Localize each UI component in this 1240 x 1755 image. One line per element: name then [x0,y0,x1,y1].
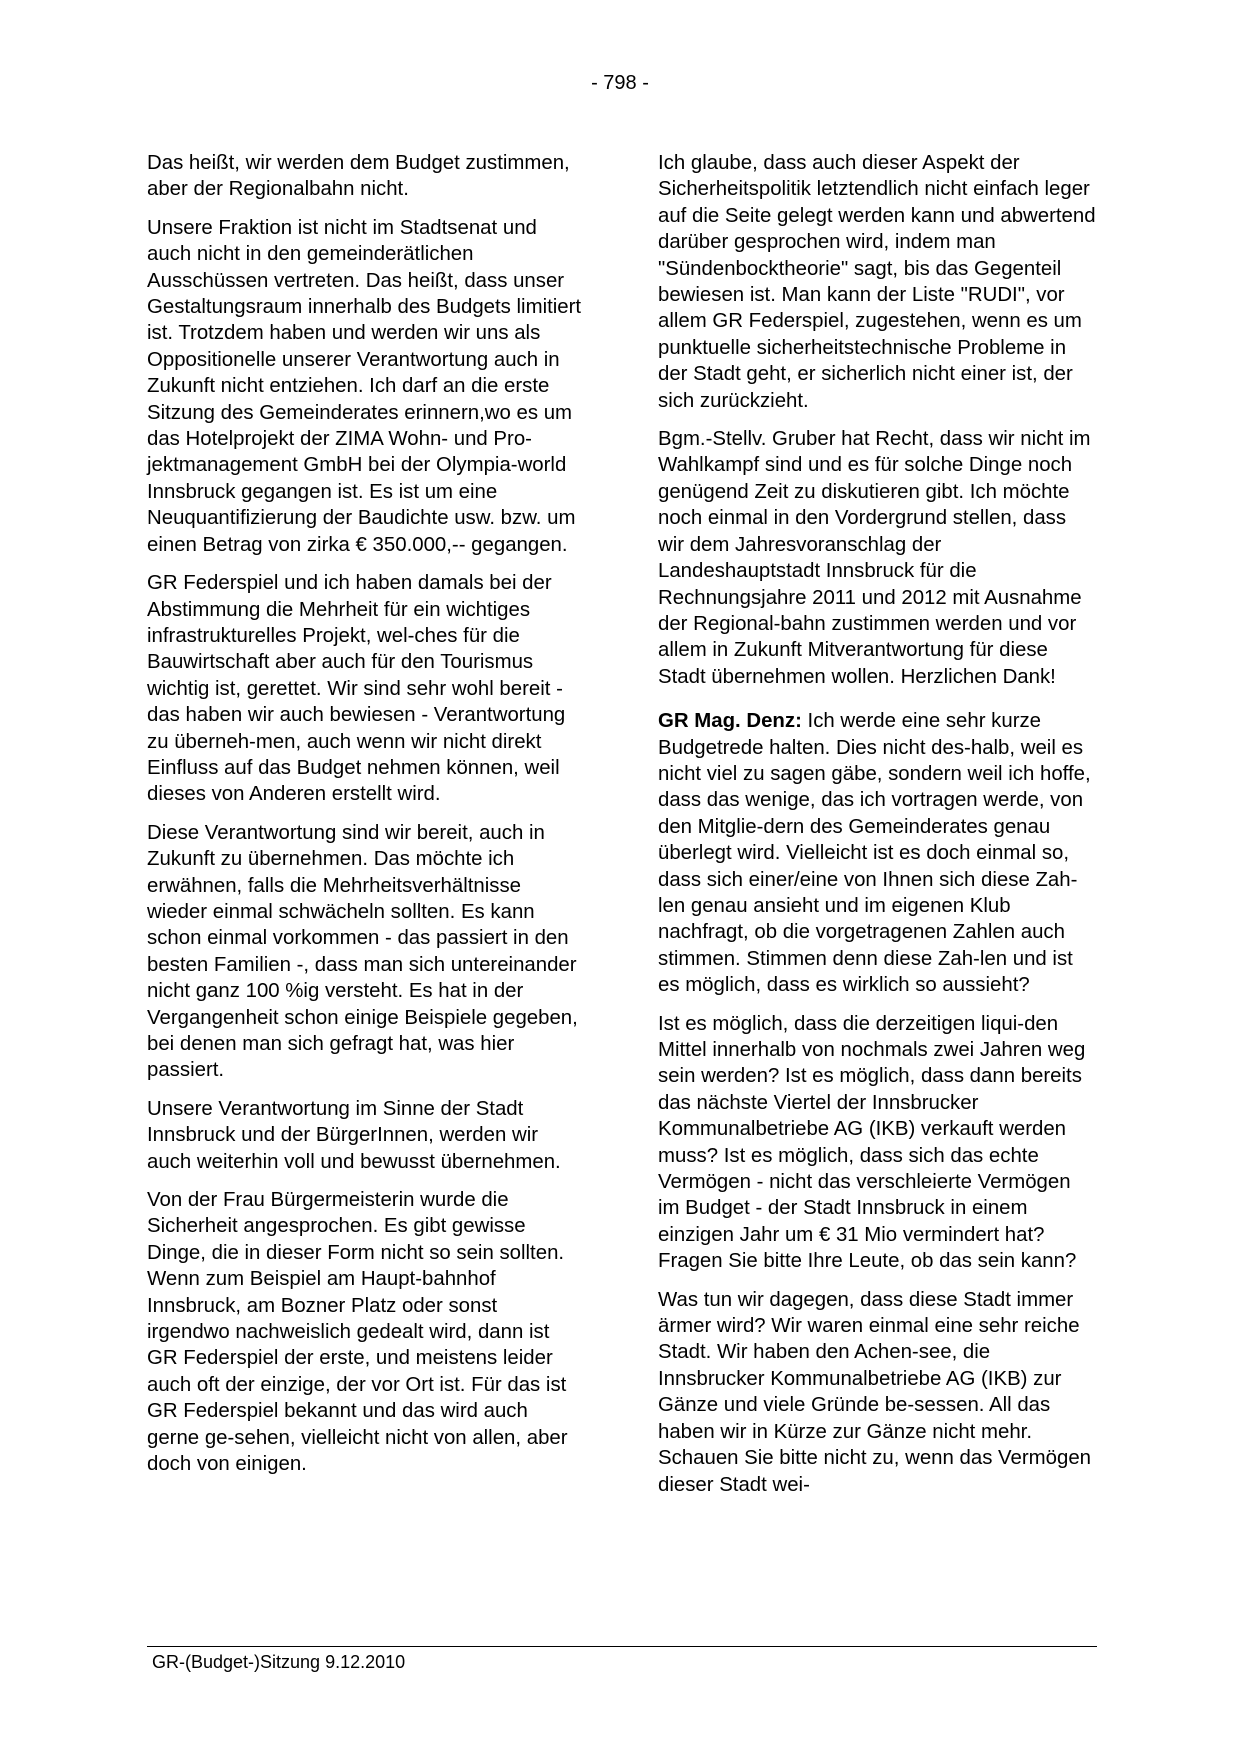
speaker-name: GR Mag. Denz: [658,710,802,733]
paragraph: Was tun wir dagegen, dass diese Stadt immer ärmer wird? Wir waren einmal eine sehr reiche Stadt. Wir haben den Achen-see, die Innsbrucker Kommunalbetriebe AG (IKB) zur Gänze und viele Gründe be-sessen. All das haben wir in Kürze zur Gänze nicht mehr. Schauen Sie bitte nicht zu, wenn das Vermögen dieser Stadt wei- [658,1288,1092,1496]
paragraph: Diese Verantwortung sind wir bereit, auch in Zukunft zu übernehmen. Das möchte ich erwähnen, falls die Mehrheitsverhältnisse wieder einmal schwächeln sollten. Es kann schon einmal vorkommen - das passiert in den besten Familien -, dass man sich untereinander nicht ganz 100 %ig versteht. Es hat in der Vergangenheit schon einige Beispiele gegeben, bei denen man sich gefragt hat, was hier passiert. [147,821,578,1082]
page-number: - 798 - [591,72,649,94]
footer-divider [147,1646,1097,1647]
paragraph: Unsere Fraktion ist nicht im Stadtsenat und auch nicht in den gemeinderätlichen Ausschüssen vertreten. Das heißt, dass unser Gestaltungsraum innerhalb des Budgets limitiert ist. Trotzdem haben und werden wir uns als Oppositionelle unserer Verantwortung auch in Zukunft nicht entziehen. Ich darf an die erste Sitzung des Gemeinderates erinnern,wo es um das Hotelprojekt der ZIMA Wohn- und Pro-jektmanagement GmbH bei der Olympia-world Innsbruck gegangen ist. Es ist um eine Neuquantifizierung der Baudichte usw. bzw. um einen Betrag von zirka € 350.000,-- gegangen. [147,216,582,556]
right-column [658,150,1096,1510]
paragraph: Das heißt, wir werden dem Budget zustimmen, aber der Regionalbahn nicht. [147,152,570,201]
paragraph: Ich glaube, dass auch dieser Aspekt der Sicherheitspolitik letztendlich nicht einfach leger auf die Seite gelegt werden kann und abwertend darüber gesprochen wird, indem man "Sündenbocktheorie" sagt, bis das Gegenteil bewiesen ist. Man kann der Liste "RUDI", vor allem GR Federspiel, zugestehen, wenn es um punktuelle sicherheitstechnische Probleme in der Stadt geht, er sicherlich nicht einer ist, der sich zurückzieht. [658,152,1096,412]
paragraph: Unsere Verantwortung im Sinne der Stadt Innsbruck und der BürgerInnen, werden wir auch weiterhin voll und bewusst übernehmen. [147,1097,561,1173]
paragraph: GR Federspiel und ich haben damals bei der Abstimmung die Mehrheit für ein wichtiges infrastrukturelles Projekt, wel-ches für die Bauwirtschaft aber auch für den Tourismus wichtig ist, gerettet. Wir sind sehr wohl bereit - das haben wir auch bewiesen - Verantwortung zu überneh-men, auch wenn wir nicht direkt Einfluss auf das Budget nehmen können, weil dieses von Anderen erstellt wird. [147,572,566,806]
paragraph: Von der Frau Bürgermeisterin wurde die Sicherheit angesprochen. Es gibt gewisse Dinge, die in dieser Form nicht so sein sollten. Wenn zum Beispiel am Haupt-bahnhof Innsbruck, am Bozner Platz oder sonst irgendwo nachweislich gedealt wird, dann ist GR Federspiel der erste, und meistens leider auch oft der einzige, der vor Ort ist. Für das ist GR Federspiel bekannt und das wird auch gerne ge-sehen, vielleicht nicht von allen, aber doch von einigen. [147,1189,568,1476]
footer-session-label: GR-(Budget-)Sitzung 9.12.2010 [152,1652,406,1672]
speech-paragraph [658,708,1096,998]
left-column [147,150,585,1490]
paragraph: Ist es möglich, dass die derzeitigen liqui-den Mittel innerhalb von nochmals zwei Jahren weg sein werden? Ist es möglich, dass dann bereits das nächste Viertel der Innsbrucker Kommunalbetriebe AG (IKB) verkauft werden muss? Ist es möglich, dass sich das echte Vermögen - nicht das verschleierte Vermögen im Budget - der Stadt Innsbruck in einem einzigen Jahr um € 31 Mio vermindert hat? Fragen Sie bitte Ihre Leute, ob das sein kann? [658,1012,1086,1273]
paragraph: Bgm.-Stellv. Gruber hat Recht, dass wir nicht im Wahlkampf sind und es für solche Dinge noch genügend Zeit zu diskutieren gibt. Ich möchte noch einmal in den Vordergrund stellen, dass wir dem Jahresvoranschlag der Landeshauptstadt Innsbruck für die Rechnungsjahre 2011 und 2012 mit Ausnahme der Regional-bahn zustimmen werden und vor allem in Zukunft Mitverantwortung für diese Stadt übernehmen wollen. Herzlichen Dank! [658,428,1091,688]
speech-text: Ich werde eine sehr kurze Budgetrede halten. Dies nicht des-halb, weil es nicht viel zu sagen gäbe, sondern weil ich hoffe, dass das wenige, das ich vortragen werde, von den Mitglie-dern des Gemeinderates genau überlegt wird. Vielleicht ist es doch einmal so, dass sich einer/eine von Ihnen sich diese Zah-len genau ansieht und im eigenen Klub nachfragt, ob die vorgetragenen Zahlen auch stimmen. Stimmen denn diese Zah-len und ist es möglich, dass es wirklich so aussieht? [658,710,1091,997]
